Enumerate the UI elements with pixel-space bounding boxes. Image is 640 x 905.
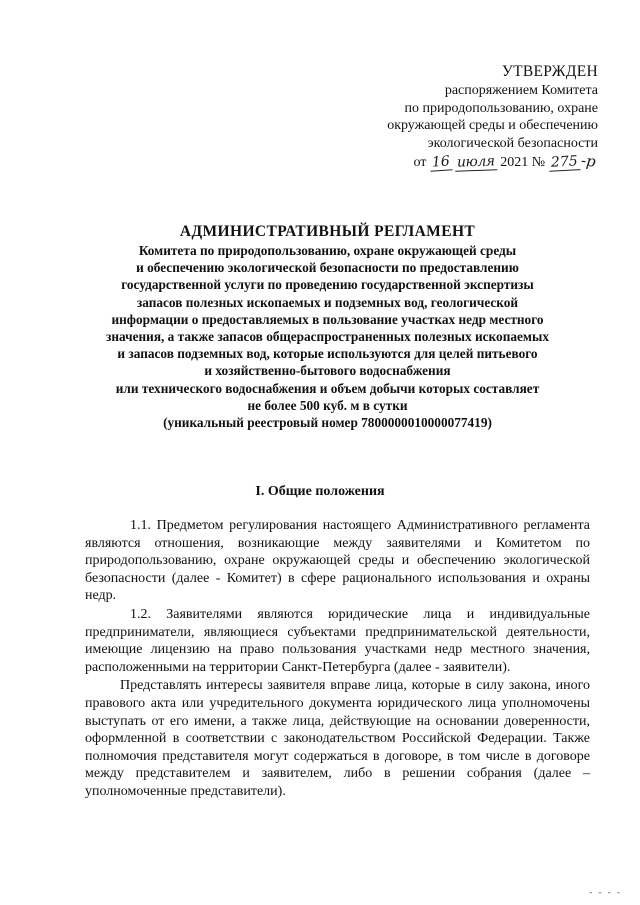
section-heading: I. Общие положения — [255, 484, 385, 499]
approval-line-1: распоряжением Комитета — [444, 83, 598, 98]
handwritten-day: 16 — [429, 154, 452, 171]
title-line: Комитета по природопользованию, охране окружающей среды — [138, 243, 517, 258]
paragraph-1-2: 1.2. Заявителями являются юридические лица и индивидуальные предприниматели, являющиеся субъектами предпринимательской деятельности, имеющие лицензию на право пользования участками недр местного значения, расположенными на территории Санкт-Петербурга (далее - заявители). — [85, 606, 590, 675]
title-line: и хозяйственно-бытового водоснабжения — [204, 363, 451, 379]
approval-date-line — [338, 151, 598, 172]
approval-stamp — [338, 62, 598, 172]
title-line: и обеспечению экологической безопасности по предоставлению — [136, 260, 519, 276]
title-line: информации о предоставляемых в пользование участках недр местного — [111, 311, 544, 327]
approval-line-2: по природопользованию, охране — [404, 100, 598, 116]
title-line: не более 500 куб. м в сутки — [247, 397, 408, 413]
paragraph-1-1: 1.1. Предметом регулирования настоящего Административного регламента являются отношения, возникающие между заявителями и Комитетом по природопользованию, охране окружающей среды и обеспечению экологической безопасности (далее - Комитет) в сфере рационального использования и охраны недр. — [85, 518, 590, 604]
title-line: или технического водоснабжения и объем добычи которых составляет — [115, 380, 540, 396]
document-body — [85, 517, 590, 802]
title-line: запасов полезных ископаемых и подземных вод, геологической — [136, 294, 519, 310]
approval-line-3: окружающей среды и обеспечению — [387, 118, 598, 133]
title-line: значения, а также запасов общераспространенных полезных ископаемых — [105, 329, 549, 345]
handwritten-order-number: 275 — [548, 154, 580, 172]
approval-line-4: экологической безопасности — [427, 135, 598, 151]
handwritten-month: июля — [455, 154, 497, 171]
document-title-block — [60, 222, 595, 431]
document-title: АДМИНИСТРАТИВНЫЙ РЕГЛАМЕНТ — [179, 223, 476, 240]
approval-heading: УТВЕРЖДЕН — [501, 63, 598, 80]
scan-edge-mark: - - - - — [589, 887, 622, 897]
date-prefix: от — [413, 155, 427, 170]
title-line: государственной услуги по проведению государственной экспертизы — [121, 277, 534, 293]
date-year: 2021 № — [500, 155, 546, 170]
title-line: и запасов подземных вод, которые используются для целей питьевого — [117, 346, 538, 362]
title-line: (уникальный реестровый номер 7800000010000077419) — [163, 415, 492, 431]
paragraph-representatives: Представлять интересы заявителя вправе лица, которые в силу закона, иного правового акта или учредительного документа юридического лица уполномочены выступать от его имени, а также лица, действующие на основании доверенности, оформленной в соответствии с законодательством Российской Федерации. Также полномочия представителя могут содержаться в договоре, в том числе в договоре между представителем и заявителем, либо в решении собрания (далее – уполномоченные представители). — [85, 678, 590, 799]
handwritten-order-suffix: -р — [580, 151, 597, 171]
